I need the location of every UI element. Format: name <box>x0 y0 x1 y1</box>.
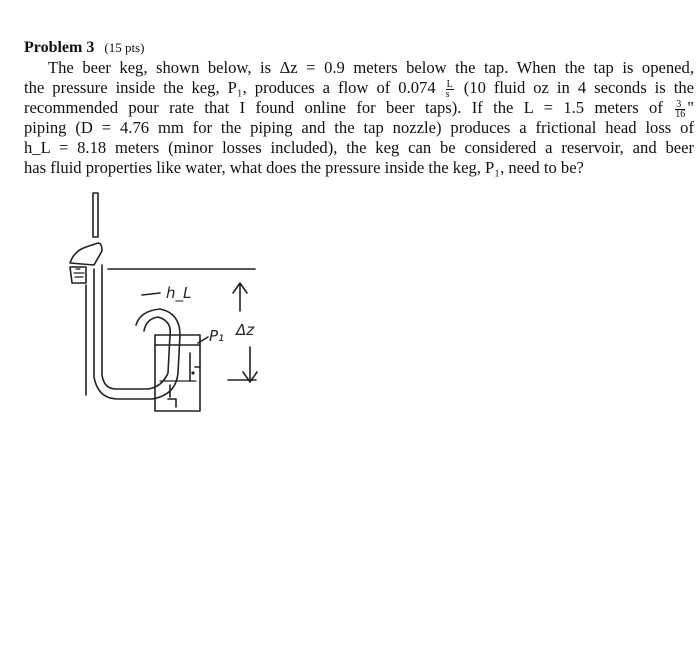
tap-body <box>70 243 102 265</box>
head-loss-leader <box>142 293 160 295</box>
problem-text-line-3 <box>24 98 694 119</box>
delta-z-down-arrow <box>243 347 257 382</box>
pressure-label: P₁ <box>209 327 225 345</box>
problem-text-line-5: h_L = 8.18 meters (minor losses included), the keg can be considered a reservoir, and beer <box>24 138 694 157</box>
pipe-size-num: 3 <box>675 100 685 110</box>
problem-text-line-2 <box>24 78 694 99</box>
problem-text-line-6: has fluid properties like water, what does the pressure inside the keg, P₁, need to be? <box>24 158 584 177</box>
nozzle-hatching <box>74 269 84 277</box>
pipe-size-fraction <box>675 100 685 119</box>
line-2-end: (10 fluid oz in 4 seconds is the <box>455 78 695 97</box>
beer-line-outer <box>102 265 170 389</box>
tap-handle <box>93 193 98 237</box>
pipe-size-den: 16 <box>675 108 686 120</box>
keg-dot <box>191 371 194 374</box>
flow-unit-fraction <box>446 80 454 99</box>
keg-tap-sketch <box>50 185 300 425</box>
pipe-size-mark: " <box>687 98 694 117</box>
flow-unit-num: L <box>446 78 453 90</box>
flow-unit-den: s <box>445 88 450 100</box>
head-loss-label: h_L <box>166 284 192 302</box>
problem-header <box>24 38 144 58</box>
problem-title: Problem 3 <box>24 39 95 56</box>
keg-base-mark <box>168 399 176 407</box>
line-2-start: the pressure inside the keg, P₁, produces a flow of 0.074 <box>24 78 444 97</box>
delta-z-label: Δz <box>236 321 255 339</box>
delta-z-up-arrow <box>233 283 247 311</box>
line-3-text: recommended pour rate that I found online for beer taps). If the L = 1.5 meters of <box>24 98 674 117</box>
problem-text-line-1: The beer keg, shown below, is Δz = 0.9 meters below the tap. When the tap is opened, <box>48 58 694 77</box>
problem-points: (15 pts) <box>104 40 145 55</box>
problem-text-line-4: piping (D = 4.76 mm for the piping and the tap nozzle) produces a frictional head loss of <box>24 118 694 137</box>
